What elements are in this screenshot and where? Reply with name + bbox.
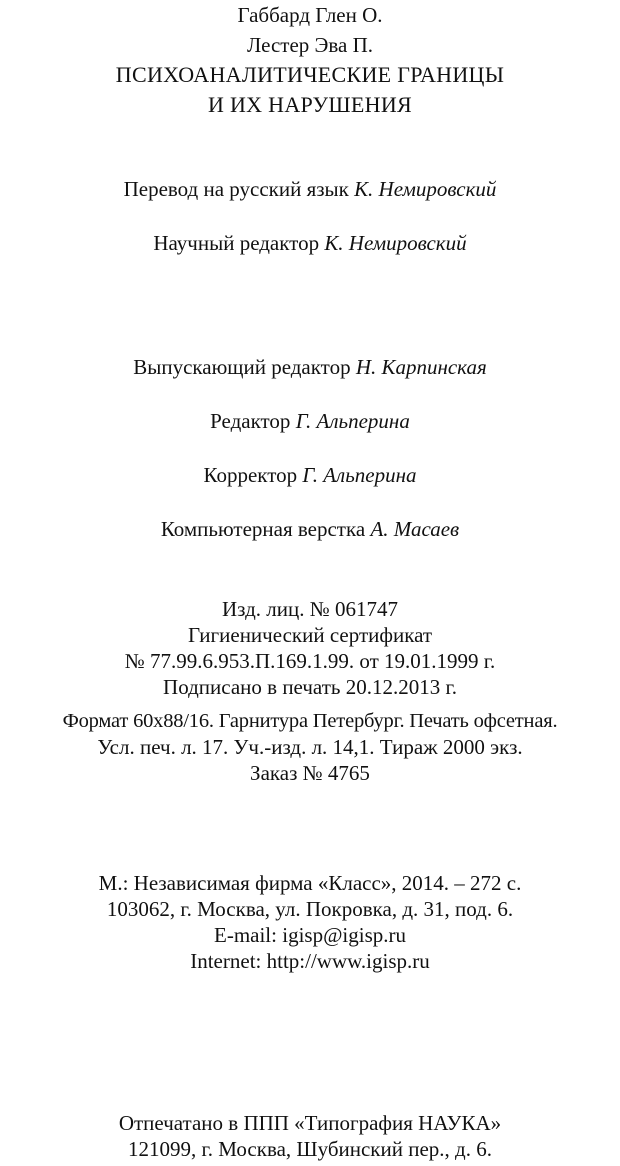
imprint-line: Подписано в печать 20.12.2013 г. — [163, 675, 457, 699]
credit-label: Компьютерная верстка — [160, 517, 366, 541]
credit-name: Н. Карпинская — [355, 355, 487, 379]
credit-translation — [0, 176, 620, 202]
printer-line: Отпечатано в ППП «Типография НАУКА» — [118, 1111, 502, 1135]
credit-science-editor — [0, 230, 620, 256]
credit-label: Выпускающий редактор — [133, 355, 351, 379]
credit-managing-editor — [0, 354, 620, 380]
credit-label: Перевод на русский язык — [123, 177, 349, 201]
imprint-line: Заказ № 4765 — [250, 761, 370, 785]
credit-label: Корректор — [203, 463, 298, 487]
credit-name: А. Масаев — [370, 517, 460, 541]
imprint-line: № 77.99.6.953.П.169.1.99. от 19.01.1999 г. — [124, 649, 496, 673]
imprint-line: Формат 60x88/16. Гарнитура Петербург. Печать офсетная. — [62, 710, 558, 732]
credit-label: Научный редактор — [153, 231, 320, 255]
credit-layout — [0, 516, 620, 542]
credit-proofreader — [0, 462, 620, 488]
credit-name: Г. Альперина — [302, 463, 417, 487]
credit-name: К. Немировский — [354, 177, 497, 201]
author-1: Габбард Глен О. — [237, 3, 383, 27]
imprint-line: Усл. печ. л. 17. Уч.-изд. л. 14,1. Тираж 2000 экз. — [97, 735, 523, 759]
credit-label: Редактор — [210, 409, 291, 433]
publisher-internet: Internet: http://www.igisp.ru — [190, 949, 430, 973]
imprint-line: Гигиенический сертификат — [187, 623, 433, 647]
credit-editor — [0, 408, 620, 434]
publisher-email: E-mail: igisp@igisp.ru — [214, 923, 406, 947]
credit-name: К. Немировский — [324, 231, 467, 255]
credit-name: Г. Альперина — [295, 409, 410, 433]
book-title-line-2: И ИХ НАРУШЕНИЯ — [208, 92, 412, 117]
publisher-line: М.: Независимая фирма «Класс», 2014. – 272 с. — [98, 871, 522, 895]
printer-line: 121099, г. Москва, Шубинский пер., д. 6. — [128, 1137, 492, 1161]
author-2: Лестер Эва П. — [247, 33, 373, 57]
book-title-line-1: ПСИХОАНАЛИТИЧЕСКИЕ ГРАНИЦЫ — [115, 62, 505, 87]
imprint-line: Изд. лиц. № 061747 — [221, 597, 398, 621]
publisher-line: 103062, г. Москва, ул. Покровка, д. 31, под. 6. — [106, 897, 514, 921]
